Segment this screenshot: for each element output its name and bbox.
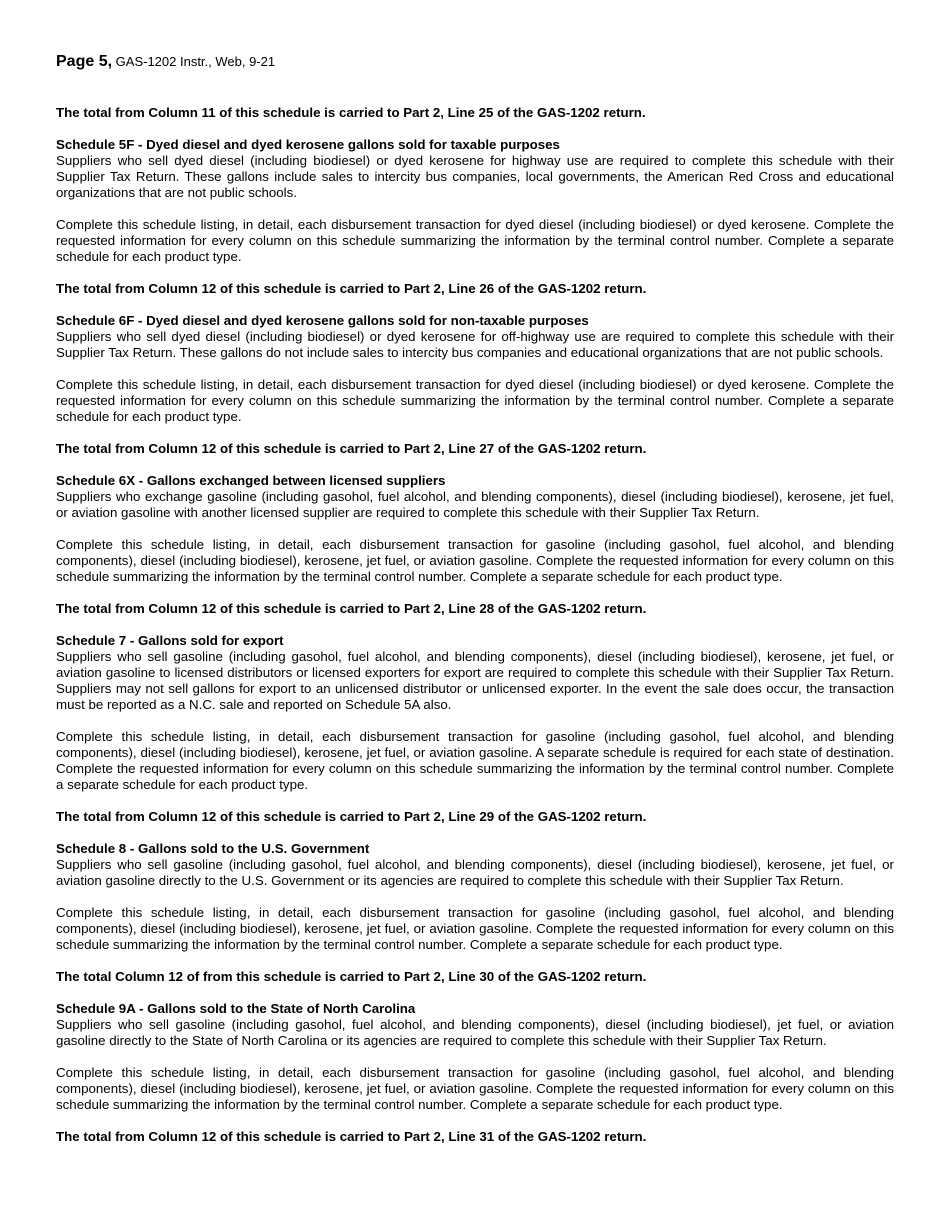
- section-paragraph: Suppliers who sell dyed diesel (including biodiesel) or dyed kerosene for off-highway use are required to complete this schedule with their Supplier Tax Return. These gallons do not include sales to intercity bus companies and educational organizations that are not public schools.: [56, 329, 894, 360]
- section-paragraph: Suppliers who sell gasoline (including gasohol, fuel alcohol, and blending components), diesel (including biodiesel), kerosene, jet fuel, or aviation gasoline directly to the U.S. Government or its agencies are required to complete this schedule with their Supplier Tax Return.: [56, 857, 894, 888]
- section-schedule-9a: [56, 1001, 894, 1145]
- section-total-line: The total from Column 12 of this schedule is carried to Part 2, Line 31 of the GAS-1202 return.: [56, 1129, 647, 1144]
- section-schedule-6f: [56, 313, 894, 457]
- section-title: Schedule 9A - Gallons sold to the State of North Carolina: [56, 1001, 416, 1016]
- section-total-line: The total Column 12 of from this schedule is carried to Part 2, Line 30 of the GAS-1202 return.: [56, 969, 647, 984]
- document-page: [56, 52, 894, 1161]
- section-total-line: The total from Column 12 of this schedule is carried to Part 2, Line 28 of the GAS-1202 return.: [56, 601, 647, 616]
- section-schedule-7: [56, 633, 894, 825]
- section-paragraph: Complete this schedule listing, in detail, each disbursement transaction for gasoline (including gasohol, fuel alcohol, and blending components), diesel (including biodiesel), kerosene, jet fuel, or aviation gasoline. Complete the requested information for every column on this schedule summarizing the information by the terminal control number. Complete a separate schedule for each product type.: [56, 537, 894, 584]
- intro-total-line: The total from Column 11 of this schedule is carried to Part 2, Line 25 of the GAS-1202 return.: [56, 105, 646, 120]
- page-header: [56, 52, 894, 72]
- document-id: GAS-1202 Instr., Web, 9-21: [115, 54, 276, 69]
- section-paragraph: Complete this schedule listing, in detail, each disbursement transaction for gasoline (including gasohol, fuel alcohol, and blending components), diesel (including biodiesel), kerosene, jet fuel, or aviation gasoline. Complete the requested information for every column on this schedule summarizing the information by the terminal control number. Complete a separate schedule for each product type.: [56, 905, 894, 952]
- section-paragraph: Complete this schedule listing, in detail, each disbursement transaction for dyed diesel (including biodiesel) or dyed kerosene. Complete the requested information for every column on this schedule summarizing the information by the terminal control number. Complete a separate schedule for each product type.: [56, 217, 894, 264]
- section-schedule-8: [56, 841, 894, 985]
- section-schedule-5f: [56, 137, 894, 297]
- section-title: Schedule 8 - Gallons sold to the U.S. Government: [56, 841, 370, 856]
- section-schedule-6x: [56, 473, 894, 617]
- section-paragraph: Suppliers who sell gasoline (including gasohol, fuel alcohol, and blending components), diesel (including biodiesel), kerosene, jet fuel, or aviation gasoline to licensed distributors or licensed exporters for export are required to complete this schedule with their Supplier Tax Return. Suppliers may not sell gallons for export to an unlicensed distributor or unlicensed exporter. In the event the sale does occur, the transaction must be reported as a N.C. sale and reported on Schedule 5A also.: [56, 649, 894, 712]
- section-paragraph: Suppliers who sell dyed diesel (including biodiesel) or dyed kerosene for highway use are required to complete this schedule with their Supplier Tax Return. These gallons include sales to intercity bus companies, local governments, the American Red Cross and educational organizations that are not public schools.: [56, 153, 894, 200]
- section-title: Schedule 7 - Gallons sold for export: [56, 633, 284, 648]
- section-title: Schedule 6F - Dyed diesel and dyed kerosene gallons sold for non-taxable purposes: [56, 313, 589, 328]
- section-paragraph: Complete this schedule listing, in detail, each disbursement transaction for gasoline (including gasohol, fuel alcohol, and blending components), diesel (including biodiesel), kerosene, jet fuel, or aviation gasoline. Complete the requested information for every column on this schedule summarizing the information by the terminal control number. Complete a separate schedule for each product type.: [56, 1065, 894, 1112]
- section-total-line: The total from Column 12 of this schedule is carried to Part 2, Line 27 of the GAS-1202 return.: [56, 441, 647, 456]
- section-total-line: The total from Column 12 of this schedule is carried to Part 2, Line 26 of the GAS-1202 return.: [56, 281, 647, 296]
- section-paragraph: Complete this schedule listing, in detail, each disbursement transaction for dyed diesel (including biodiesel) or dyed kerosene. Complete the requested information for every column on this schedule summarizing the information by the terminal control number. Complete a separate schedule for each product type.: [56, 377, 894, 424]
- section-title: Schedule 5F - Dyed diesel and dyed kerosene gallons sold for taxable purposes: [56, 137, 560, 152]
- section-total-line: The total from Column 12 of this schedule is carried to Part 2, Line 29 of the GAS-1202 return.: [56, 809, 647, 824]
- section-paragraph: Suppliers who sell gasoline (including gasohol, fuel alcohol, and blending components), diesel (including biodiesel), jet fuel, or aviation gasoline directly to the State of North Carolina or its agencies are required to complete this schedule with their Supplier Tax Return.: [56, 1017, 894, 1048]
- section-paragraph: Complete this schedule listing, in detail, each disbursement transaction for gasoline (including gasohol, fuel alcohol, and blending components), diesel (including biodiesel), kerosene, jet fuel, or aviation gasoline. A separate schedule is required for each state of destination. Complete the requested information for every column on this schedule summarizing the information by the terminal control number. Complete a separate schedule for each product type.: [56, 729, 894, 792]
- section-title: Schedule 6X - Gallons exchanged between licensed suppliers: [56, 473, 446, 488]
- section-paragraph: Suppliers who exchange gasoline (including gasohol, fuel alcohol, and blending components), diesel (including biodiesel), kerosene, jet fuel, or aviation gasoline with another licensed supplier are required to complete this schedule with their Supplier Tax Return.: [56, 489, 894, 520]
- page-number: Page 5,: [56, 53, 113, 70]
